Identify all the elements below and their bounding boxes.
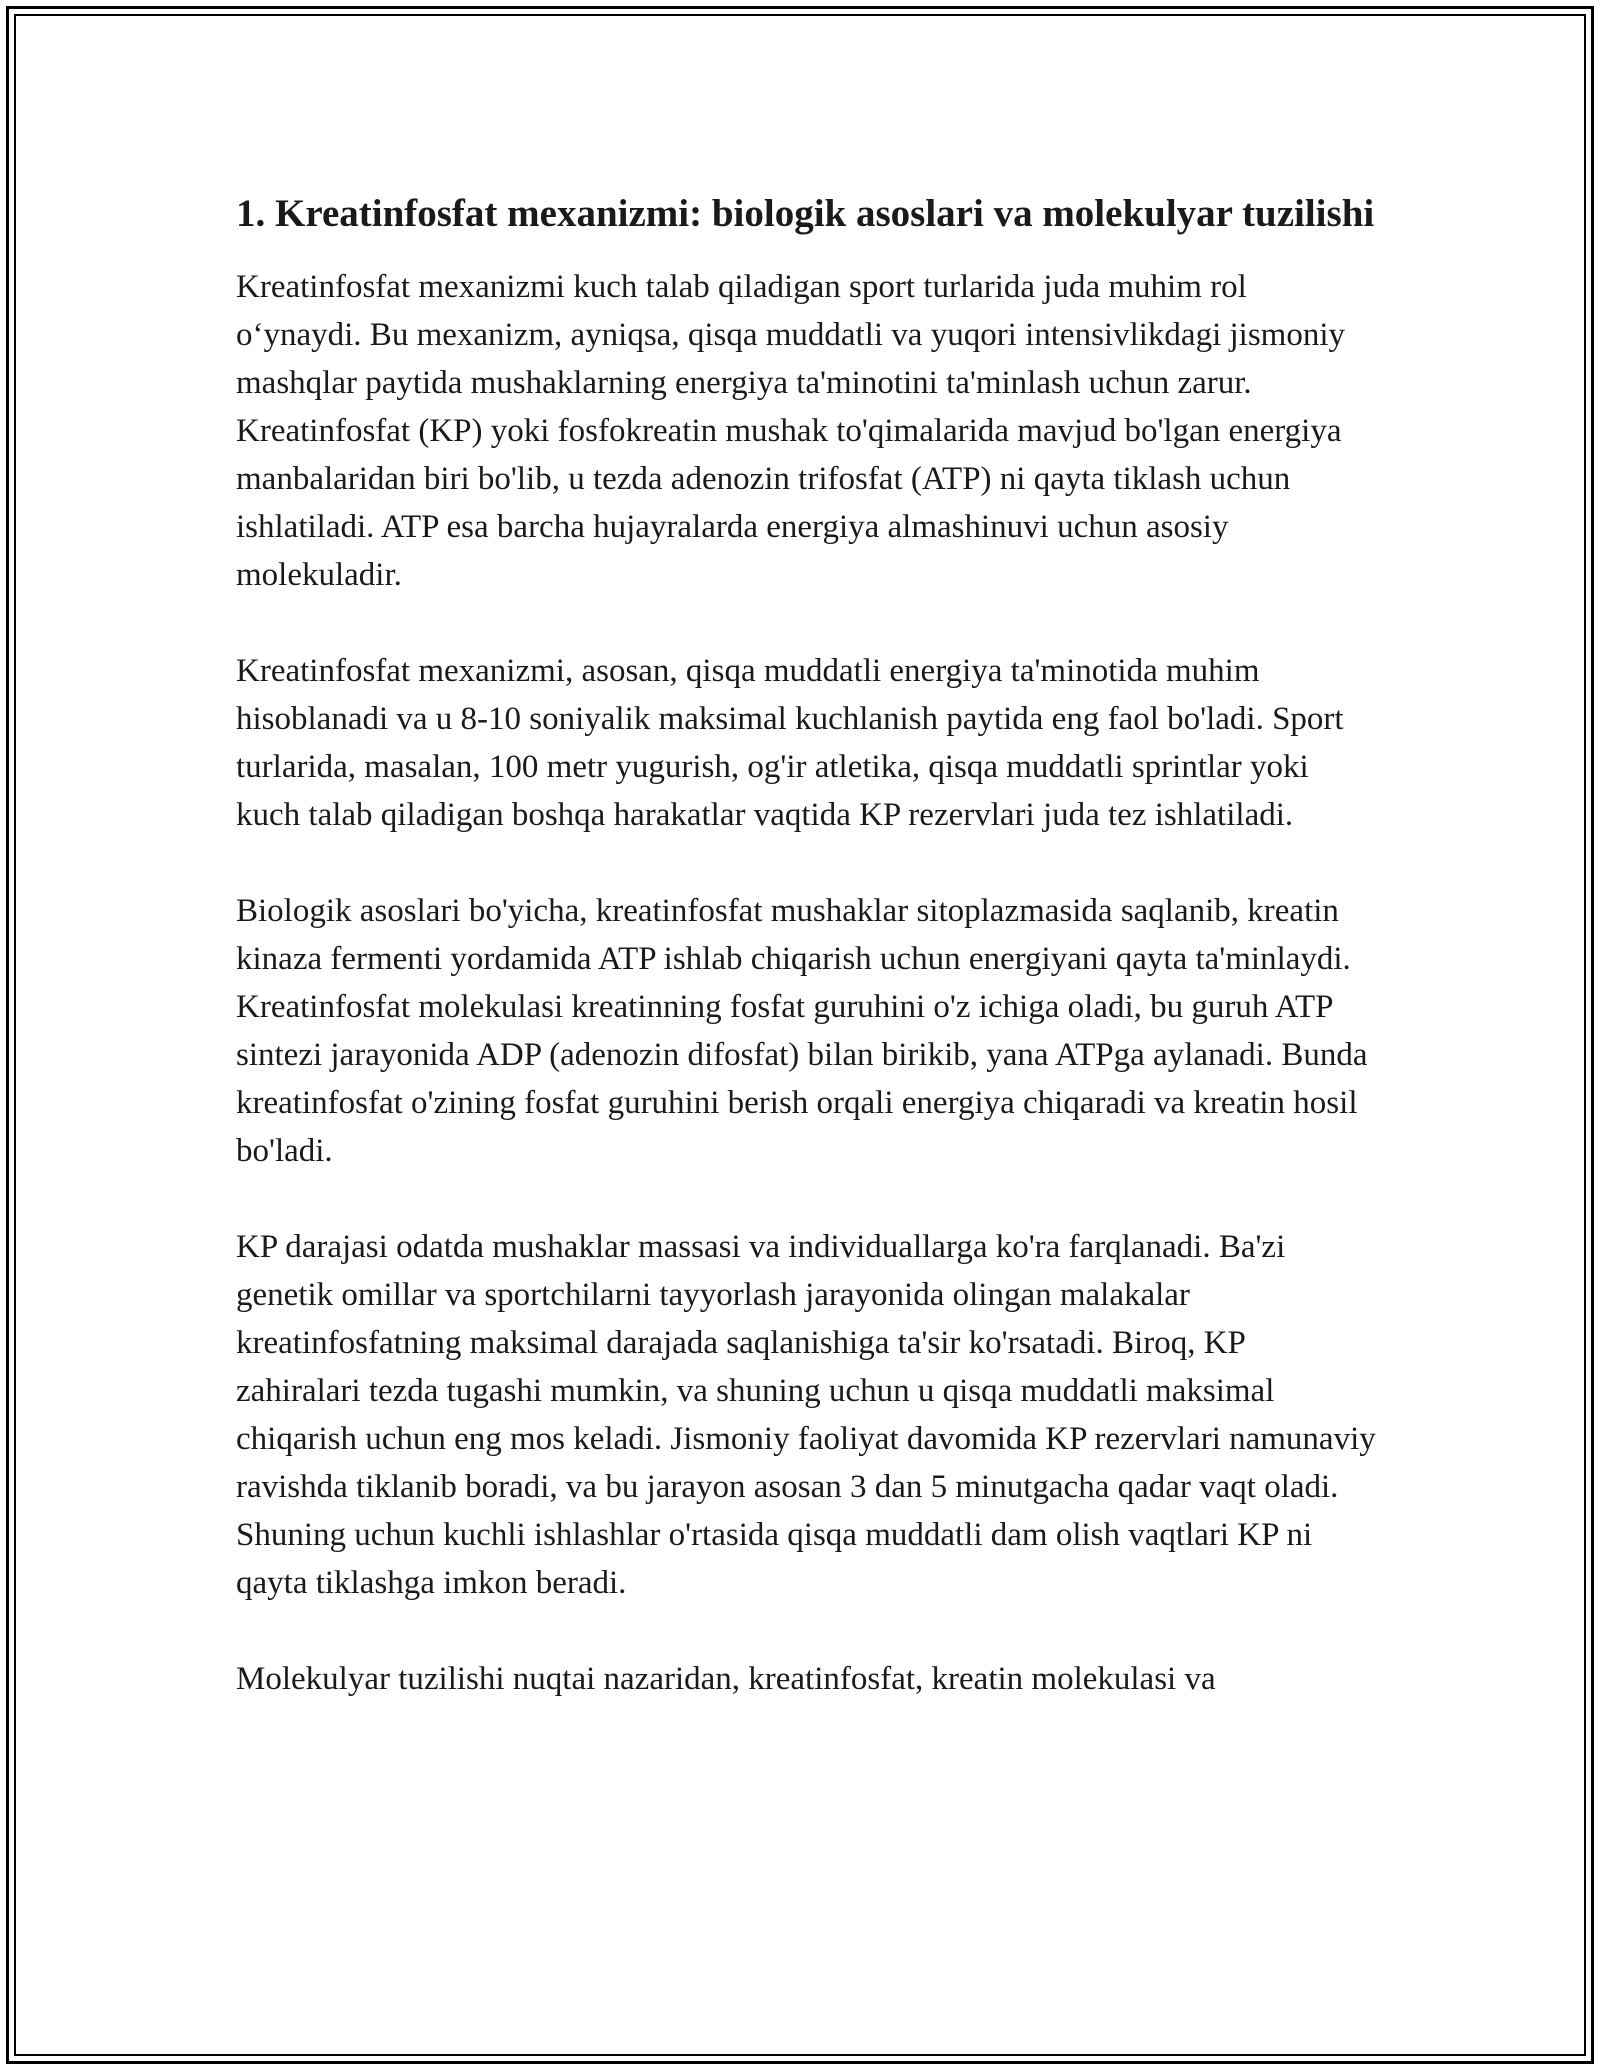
paragraph-molecular-structure: Molekulyar tuzilishi nuqtai nazaridan, kreatinfosfat, kreatin molekulasi va [236, 1661, 1216, 1697]
paragraph-short-term-energy: Kreatinfosfat mexanizmi, asosan, qisqa muddatli energiya ta'minotida muhim hisoblanadi va u 8-10 soniyalik maksimal kuchlanish paytida eng faol bo'ladi. Sport turlarida, masalan, 100 metr yugurish, og'ir atletika, qisqa muddatli sprintlar yoki kuch talab qiladigan boshqa harakatlar vaqtida KP rezervlari juda tez ishlatiladi. [236, 653, 1344, 833]
paragraph-intro: Kreatinfosfat mexanizmi kuch talab qiladigan sport turlarida juda muhim rol o‘ynaydi. Bu mexanizm, ayniqsa, qisqa muddatli va yuqori intensivlikdagi jismoniy mashqlar paytida mushaklarning energiya ta'minotini ta'minlash uchun zarur. Kreatinfosfat (KP) yoki fosfokreatin mushak to'qimalarida mavjud bo'lgan energiya manbalaridan biri bo'lib, u tezda adenozin trifosfat (ATP) ni qayta tiklash uchun ishlatiladi. ATP esa barcha hujayralarda energiya almashinuvi uchun asosiy molekuladir. [236, 269, 1346, 593]
paragraph-kp-levels: KP darajasi odatda mushaklar massasi va individuallarga ko'ra farqlanadi. Ba'zi genetik omillar va sportchilarni tayyorlash jarayonida olingan malakalar kreatinfosfatning maksimal darajada saqlanishiga ta'sir ko'rsatadi. Biroq, KP zahiralari tezda tugashi mumkin, va shuning uchun u qisqa muddatli maksimal chiqarish uchun eng mos keladi. Jismoniy faoliyat davomida KP rezervlari namunaviy ravishda tiklanib boradi, va bu jarayon asosan 3 dan 5 minutgacha qadar vaqt oladi. Shuning uchun kuchli ishlashlar o'rtasida qisqa muddatli dam olish vaqtlari KP ni qayta tiklashga imkon beradi. [236, 1229, 1376, 1601]
document-body [236, 186, 1376, 1751]
section-heading: 1. Kreatinfosfat mexanizmi: biologik asoslari va molekulyar tuzilishi [236, 192, 1375, 235]
paragraph-biological-basis: Biologik asoslari bo'yicha, kreatinfosfat mushaklar sitoplazmasida saqlanib, kreatin kinaza fermenti yordamida ATP ishlab chiqarish uchun energiyani qayta ta'minlaydi. Kreatinfosfat molekulasi kreatinning fosfat guruhini o'z ichiga oladi, bu guruh ATP sintezi jarayonida ADP (adenozin difosfat) bilan birikib, yana ATPga aylanadi. Bunda kreatinfosfat o'zining fosfat guruhini berish orqali energiya chiqaradi va kreatin hosil bo'ladi. [236, 893, 1368, 1169]
